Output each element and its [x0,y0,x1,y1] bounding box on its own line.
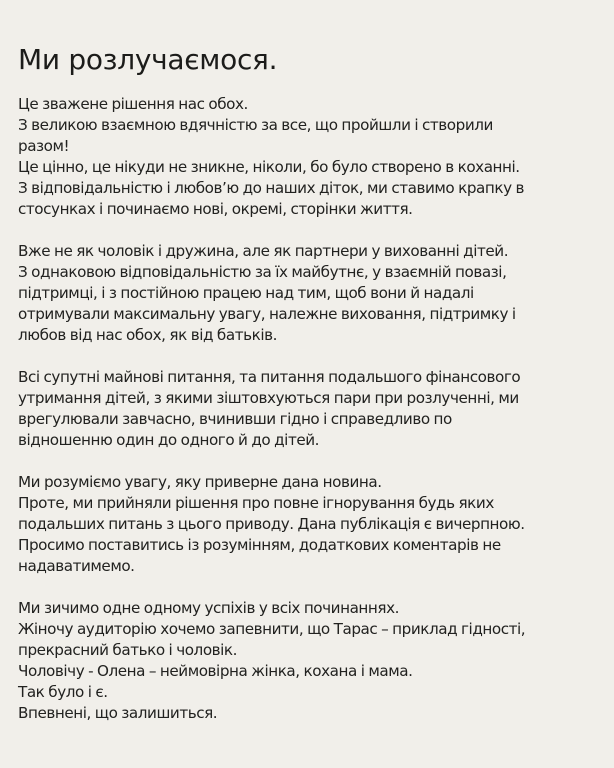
text-line: Ми зичимо одне одному успіхів у всіх починаннях. [18,599,399,617]
paragraph-no-comments [18,472,608,577]
text-line: Впевнені, що залишиться. [18,704,218,722]
text-line: подальших питань з цього приводу. Дана публікація є вичерпною. [18,515,525,533]
paragraph-decision [18,94,608,220]
text-line: отримували максимальну увагу, належне виховання, підтримку і [18,305,516,323]
text-line: врегулювали завчасно, вчинивши гідно і справедливо по [18,410,452,428]
text-line: відношенню один до одного й до дітей. [18,431,320,449]
text-line: Всі супутні майнові питання, та питання подальшого фінансового [18,368,521,386]
text-line: З великою взаємною вдячністю за все, що пройшли і створили [18,116,493,134]
text-line: надаватимемо. [18,557,135,575]
text-line: Вже не як чоловік і дружина, але як партнери у вихованні дітей. [18,242,509,260]
text-line: прекрасний батько і чоловік. [18,641,238,659]
text-line: З відповідальністю і любов’ю до наших діток, ми ставимо крапку в [18,179,525,197]
text-line: Чоловічу - Олена – неймовірна жінка, кохана і мама. [18,662,413,680]
text-line: любов від нас обох, як від батьків. [18,326,277,344]
text-line: підтримці, і з постійною працею над тим, щоб вони й надалі [18,284,474,302]
text-line: Проте, ми прийняли рішення про повне ігнорування будь яких [18,494,494,512]
text-line: Це цінно, це нікуди не зникне, ніколи, бо було створено в коханні. [18,158,520,176]
text-line: Ми розуміємо увагу, яку приверне дана новина. [18,473,382,491]
announcement-document [18,40,608,745]
paragraph-coparenting [18,241,608,346]
text-line: Просимо поставитись із розумінням, додаткових коментарів не [18,536,501,554]
document-title: Ми розлучаємося. [18,43,278,76]
text-line: утримання дітей, з якими зіштовхуються пари при розлученні, ми [18,389,519,407]
paragraph-wishes [18,598,608,724]
text-line: разом! [18,137,70,155]
text-line: стосунках і починаємо нові, окремі, сторінки життя. [18,200,413,218]
text-line: З однаковою відповідальністю за їх майбутнє, у взаємній повазі, [18,263,507,281]
paragraph-property [18,367,608,451]
text-line: Це зважене рішення нас обох. [18,95,248,113]
text-line: Так було і є. [18,683,108,701]
text-line: Жіночу аудиторію хочемо запевнити, що Тарас – приклад гідності, [18,620,526,638]
